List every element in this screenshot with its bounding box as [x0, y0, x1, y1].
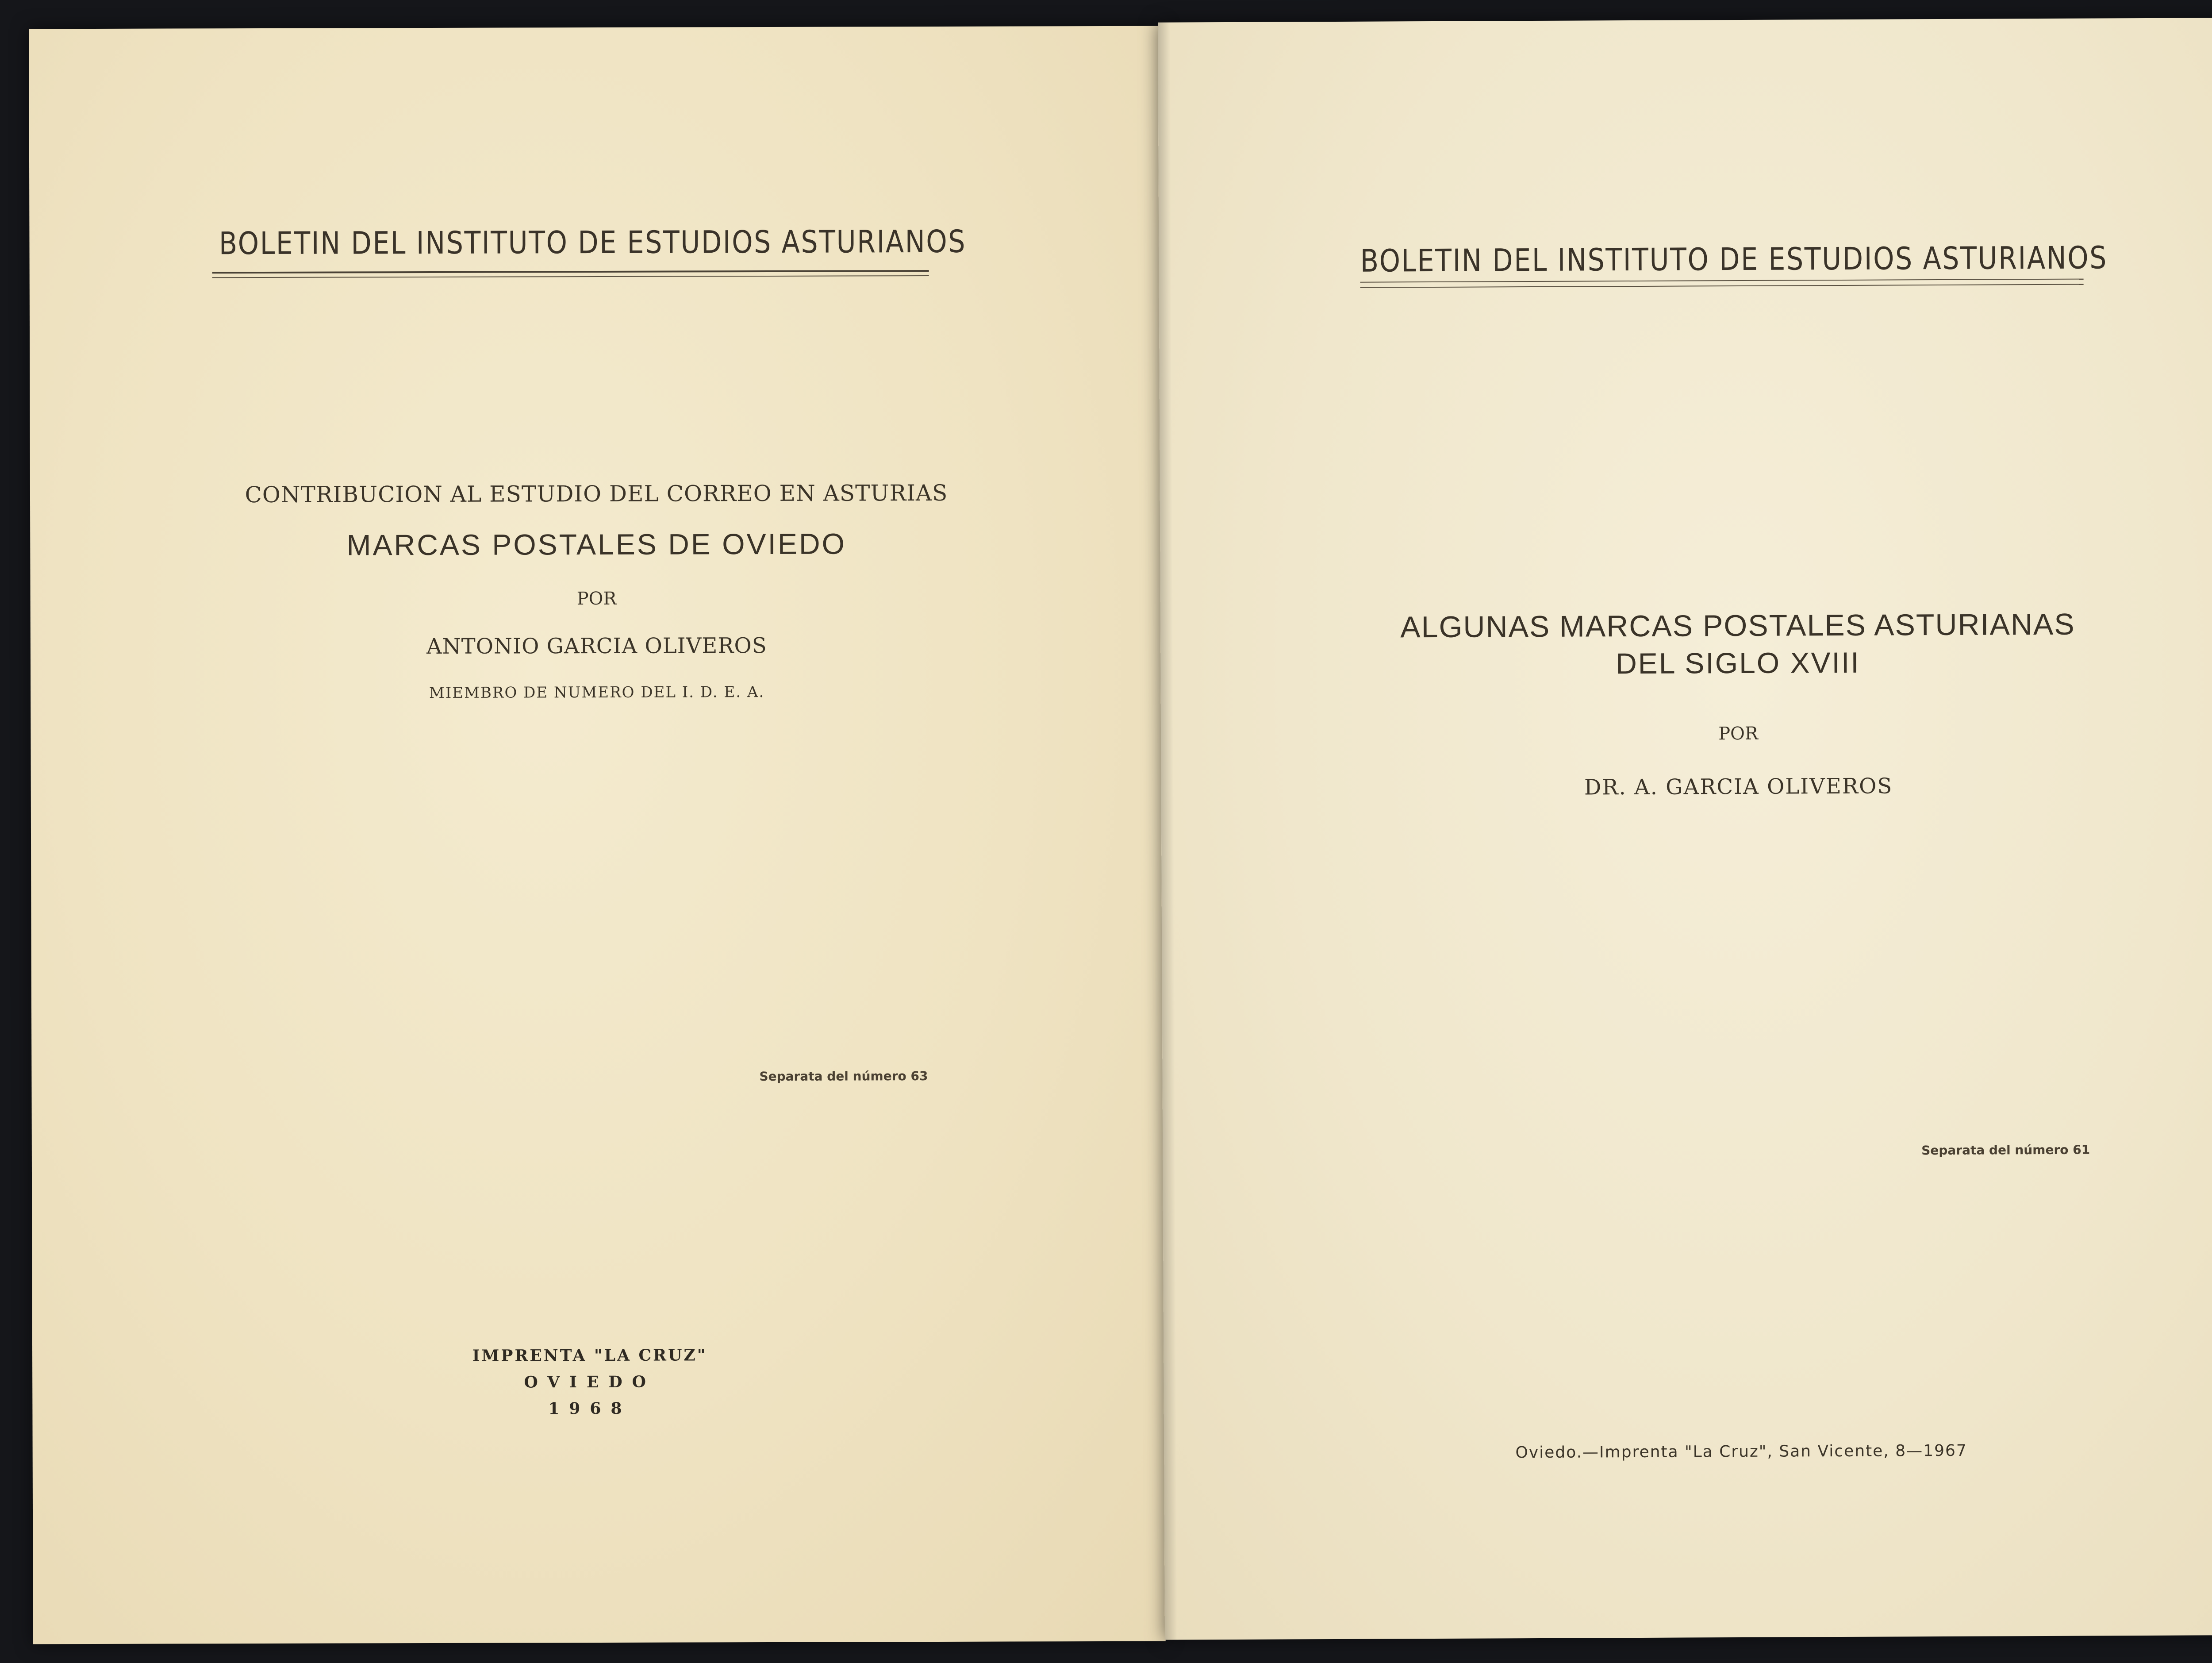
right-series-title: BOLETIN DEL INSTITUTO DE ESTUDIOS ASTURIANOS — [1360, 239, 2108, 279]
right-series-rule-bottom — [1360, 284, 2084, 288]
left-imprint-name: IMPRENTA "LA CRUZ" — [472, 1346, 707, 1365]
left-subtitle: CONTRIBUCION AL ESTUDIO DEL CORREO EN ASTURIAS — [245, 480, 948, 508]
right-title-line1: ALGUNAS MARCAS POSTALES ASTURIANAS — [1400, 607, 2075, 644]
right-booklet-cover — [1158, 17, 2212, 1640]
left-imprint-year: 1968 — [548, 1399, 632, 1418]
left-separata-note: Separata del número 63 — [759, 1069, 928, 1084]
left-author: ANTONIO GARCIA OLIVEROS — [426, 633, 767, 659]
right-author: DR. A. GARCIA OLIVEROS — [1584, 774, 1893, 800]
right-series-rule-top — [1360, 279, 2084, 283]
left-author-role: MIEMBRO DE NUMERO DEL I. D. E. A. — [429, 683, 765, 702]
left-por: POR — [576, 588, 617, 609]
left-series-rule-thick — [212, 270, 929, 273]
right-por: POR — [1718, 723, 1759, 744]
left-imprint-city: OVIEDO — [524, 1372, 656, 1392]
left-series-title: BOLETIN DEL INSTITUTO DE ESTUDIOS ASTURIANOS — [219, 223, 967, 262]
right-imprint-line: Oviedo.—Imprenta "La Cruz", San Vicente, 8—1967 — [1515, 1441, 1967, 1462]
left-title: MARCAS POSTALES DE OVIEDO — [346, 527, 847, 562]
right-separata-note: Separata del número 61 — [1921, 1142, 2090, 1158]
right-title-line2: DEL SIGLO XVIII — [1615, 646, 1860, 680]
left-booklet-cover — [29, 26, 1166, 1644]
left-series-rule-thin — [212, 275, 929, 278]
